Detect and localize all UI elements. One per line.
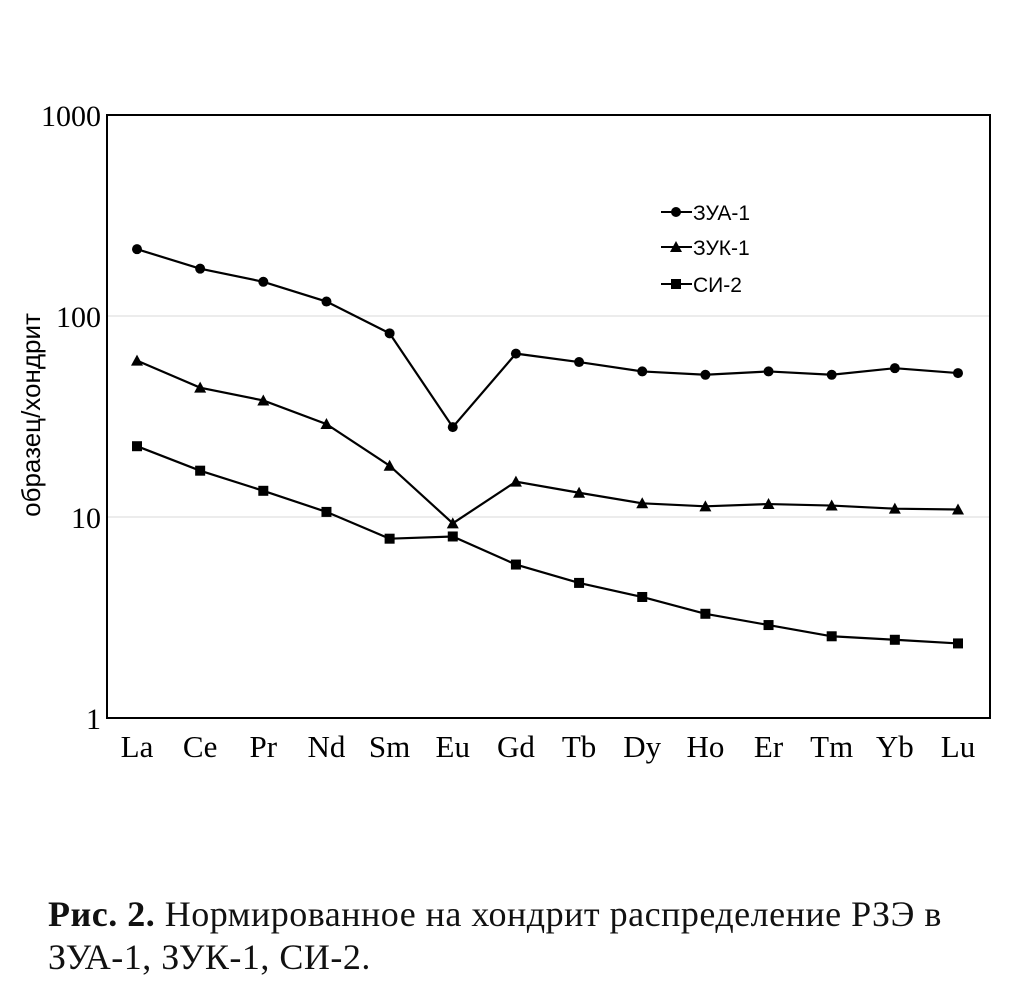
data-point-2-ce	[194, 382, 206, 393]
x-tick-label-yb: Yb	[875, 729, 914, 764]
data-point-3-eu	[448, 531, 458, 541]
series-group	[131, 244, 964, 648]
data-point-1-lu	[953, 368, 963, 378]
data-point-3-tm	[827, 631, 837, 641]
data-point-3-ce	[195, 466, 205, 476]
data-point-3-sm	[385, 534, 395, 544]
data-point-1-sm	[385, 328, 395, 338]
data-point-2-sm	[384, 460, 396, 471]
data-point-1-ho	[700, 370, 710, 380]
y-tick-label-10: 10	[71, 502, 101, 535]
data-point-2-gd	[510, 476, 522, 487]
figure-caption	[48, 893, 988, 979]
data-point-3-lu	[953, 638, 963, 648]
x-tick-label-pr: Pr	[249, 729, 278, 764]
data-point-2-la	[131, 355, 143, 366]
data-point-1-gd	[511, 349, 521, 359]
legend-marker-3	[671, 279, 681, 289]
data-point-3-la	[132, 441, 142, 451]
y-tick-label-1: 1	[86, 703, 101, 736]
x-tick-label-er: Er	[753, 729, 784, 764]
y-tick-label-1000: 1000	[41, 100, 101, 133]
x-tick-label-ho: Ho	[686, 729, 725, 764]
legend-label-2: ЗУК-1	[693, 237, 750, 260]
data-point-1-yb	[890, 363, 900, 373]
legend-label-1: ЗУА-1	[693, 202, 751, 225]
data-point-3-yb	[890, 635, 900, 645]
x-tick-label-lu: Lu	[940, 729, 976, 764]
data-point-1-tm	[827, 370, 837, 380]
data-point-1-la	[132, 244, 142, 254]
data-point-3-pr	[258, 486, 268, 496]
series-line-3	[137, 446, 958, 643]
data-point-3-ho	[700, 609, 710, 619]
y-tick-label-100: 100	[56, 301, 101, 334]
series-line-2	[137, 361, 958, 524]
data-point-1-ce	[195, 264, 205, 274]
data-point-3-nd	[321, 507, 331, 517]
x-tick-label-nd: Nd	[307, 729, 346, 764]
data-point-3-er	[764, 620, 774, 630]
series-3	[132, 441, 963, 648]
caption-label: Рис. 2.	[48, 894, 156, 934]
data-point-1-eu	[448, 422, 458, 432]
legend	[661, 202, 750, 297]
series-2	[131, 355, 964, 529]
data-point-1-tb	[574, 357, 584, 367]
x-tick-label-sm: Sm	[368, 729, 411, 764]
y-axis-label: образец/хондрит	[16, 313, 46, 517]
data-point-1-nd	[321, 297, 331, 307]
series-1	[132, 244, 963, 432]
data-point-3-tb	[574, 578, 584, 588]
x-tick-label-tb: Tb	[561, 729, 597, 764]
data-point-1-pr	[258, 277, 268, 287]
data-point-3-dy	[637, 592, 647, 602]
x-tick-label-eu: Eu	[435, 729, 470, 764]
caption-text: Нормированное на хондрит распределение РЗЭ в ЗУА-1, ЗУК-1, СИ-2.	[48, 894, 942, 977]
y-axis-ticks	[41, 100, 101, 736]
x-tick-label-ce: Ce	[182, 729, 218, 764]
x-tick-label-tm: Tm	[810, 729, 854, 764]
data-point-1-dy	[637, 366, 647, 376]
legend-label-3: СИ-2	[693, 274, 742, 297]
x-tick-label-gd: Gd	[496, 729, 535, 764]
data-point-3-gd	[511, 560, 521, 570]
x-tick-label-dy: Dy	[623, 729, 662, 764]
data-point-1-er	[764, 366, 774, 376]
legend-marker-1	[671, 207, 681, 217]
plot-frame	[107, 115, 990, 718]
x-axis-ticks	[121, 729, 976, 764]
x-tick-label-la: La	[120, 729, 154, 764]
